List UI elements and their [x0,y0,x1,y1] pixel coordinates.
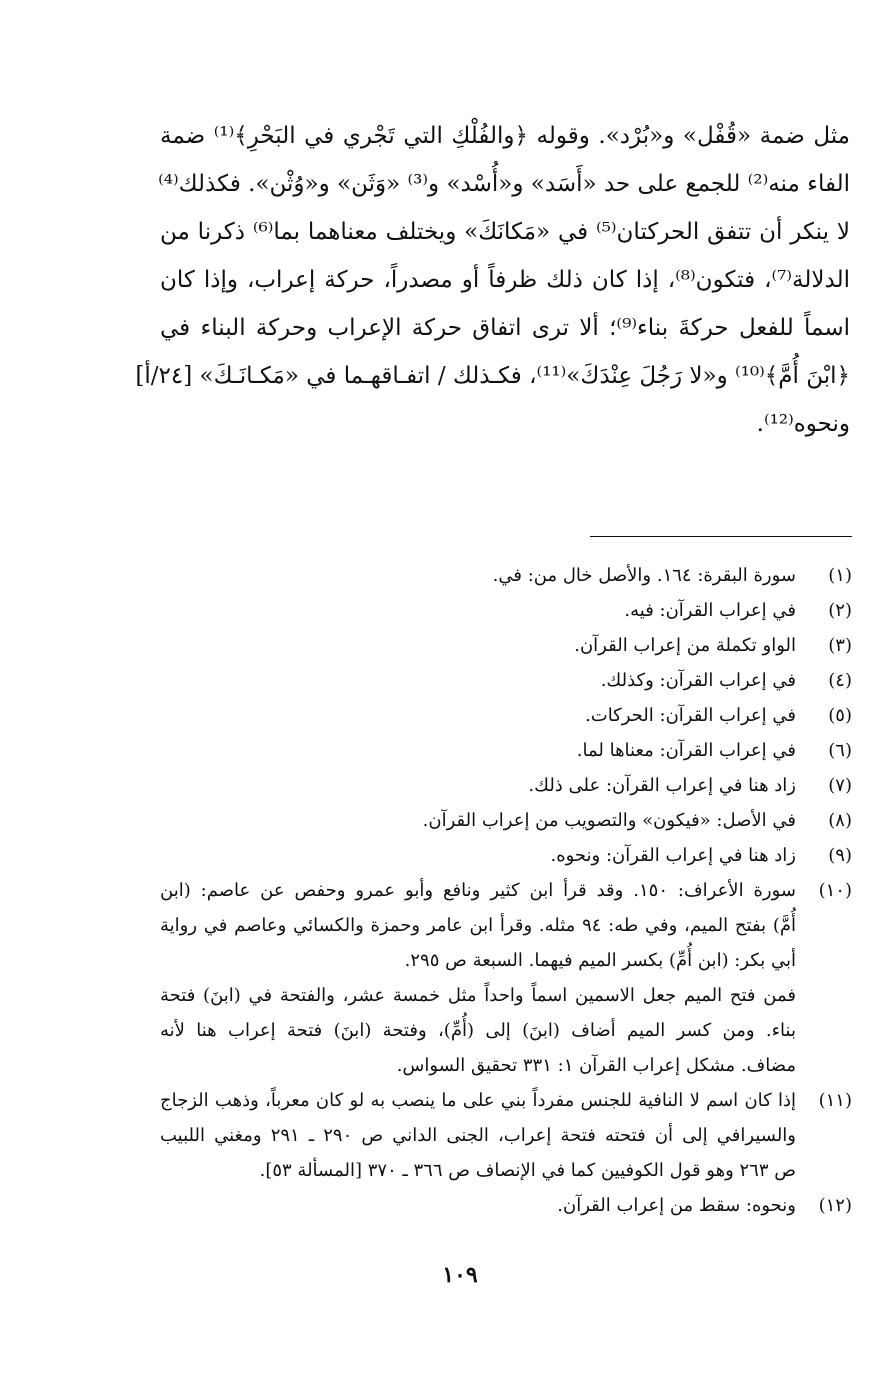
footnote-number: (١١) [818,1090,852,1111]
main-text-line: ﴿ابْنَ أُمَّ﴾⁽¹⁰⁾ و«لا رَجُلَ عِنْدَكَ»⁽¹¹⁾، فكـذلك / اتفـاقهـما في «مَكـانَـكَ» [٢٤/أ] [135,363,850,389]
main-text [135,112,850,448]
footnote-text: فمن فتح الميم جعل الاسمين اسماً واحداً مثل خمسة عشر، والفتحة في (ابنَ) فتحة [160,985,796,1006]
footnote-6 [160,733,852,768]
main-text-line: ونحوه⁽¹²⁾. [756,411,850,437]
footnote-text: والسيرافي إلى أن فتحته فتحة إعراب، الجنى الداني ص ٢٩٠ ـ ٢٩١ ومغني اللبيب [160,1125,796,1146]
footnote-text: ص ٢٦٣ وهو قول الكوفيين كما في الإنصاف ص ٣٦٦ ـ ٣٧٠ [المسألة ٥٣]. [259,1160,796,1181]
main-text-line: مثل ضمة «قُفْل» و«بُرْد». وقوله ﴿والفُلْكِ التي تَجْري في البَحْرِ﴾⁽¹⁾ ضمة [160,123,850,149]
footnote-number: (١) [828,565,852,586]
footnote-text: الواو تكملة من إعراب القرآن. [574,635,796,656]
footnote-number: (٦) [828,740,852,761]
footnote-3 [160,628,852,663]
footnote-text: مضاف. مشكل إعراب القرآن ١: ٣٣١ تحقيق السواس. [396,1055,796,1076]
footnote-text: في إعراب القرآن: الحركات. [585,705,796,726]
footnote-text: زاد هنا في إعراب القرآن: ونحوه. [550,845,796,866]
footnote-number: (٢) [828,600,852,621]
footnote-8 [160,803,852,838]
footnote-number: (١٢) [818,1195,852,1216]
footnote-text: أبي بكر: (ابن أُمِّ) بكسر الميم فيهما. السبعة ص ٢٩٥. [404,950,796,971]
footnote-number: (٩) [828,845,852,866]
footnote-number: (٤) [828,670,852,691]
footnote-9 [160,838,852,873]
footnote-2 [160,593,852,628]
footnote-number: (٧) [828,775,852,796]
footnote-11 [160,1083,852,1188]
footnote-10 [160,873,852,1083]
footnote-text: سورة البقرة: ١٦٤. والأصل خال من: في. [492,565,796,586]
footnote-5 [160,698,852,733]
footnote-text: في إعراب القرآن: معناها لما. [576,740,796,761]
footnote-text: ونحوه: سقط من إعراب القرآن. [557,1195,796,1216]
footnote-12 [160,1188,852,1223]
footnote-number: (٥) [828,705,852,726]
footnotes [160,558,852,1223]
footnote-text: إذا كان اسم لا النافية للجنس مفرداً بني على ما ينصب به لو كان معرباً، وذهب الزجاج [160,1090,796,1111]
footnote-text: سورة الأعراف: ١٥٠. وقد قرأ ابن كثير ونافع وأبو عمرو وحفص عن عاصم: (ابن [160,880,796,901]
footnote-7 [160,768,852,803]
page-number: ١٠٩ [442,1262,478,1288]
main-text-line: الدلالة⁽⁷⁾، فتكون⁽⁸⁾، إذا كان ذلك ظرفاً أو مصدراً، حركة إعراب، وإذا كان [160,267,850,293]
footnote-text: في إعراب القرآن: وكذلك. [600,670,796,691]
main-text-line: اسماً للفعل حركةَ بناء⁽⁹⁾؛ ألا ترى اتفاق حركة الإعراب وحركة البناء في [160,315,850,341]
footnote-text: زاد هنا في إعراب القرآن: على ذلك. [528,775,796,796]
footnote-text: أُمَّ) بفتح الميم، وفي طه: ٩٤ مثله. وقرأ ابن عامر وحمزة والكسائي وعاصم في رواية [160,915,797,936]
main-text-line: لا ينكر أن تتفق الحركتان⁽⁵⁾ في «مَكانَكَ» ويختلف معناهما بما⁽⁶⁾ ذكرنا من [160,219,850,245]
footnote-text: بناء. ومن كسر الميم أضاف (ابنَ) إلى (أُمِّ)، وفتحة (ابنَ) فتحة إعراب هنا لأنه [160,1020,796,1041]
footnote-4 [160,663,852,698]
footnote-1 [160,558,852,593]
footnote-number: (٣) [828,635,852,656]
footnote-number: (٨) [828,810,852,831]
footnote-text: في إعراب القرآن: فيه. [624,600,796,621]
footnote-separator [590,536,852,537]
main-text-line: الفاء منه⁽²⁾ للجمع على حد «أَسَد» و«أُسْد» و⁽³⁾ «وَثَن» و«وُثْن». فكذلك⁽⁴⁾ [158,171,850,197]
footnote-number: (١٠) [818,880,852,901]
footnote-text: في الأصل: «فيكون» والتصويب من إعراب القرآن. [422,810,796,831]
